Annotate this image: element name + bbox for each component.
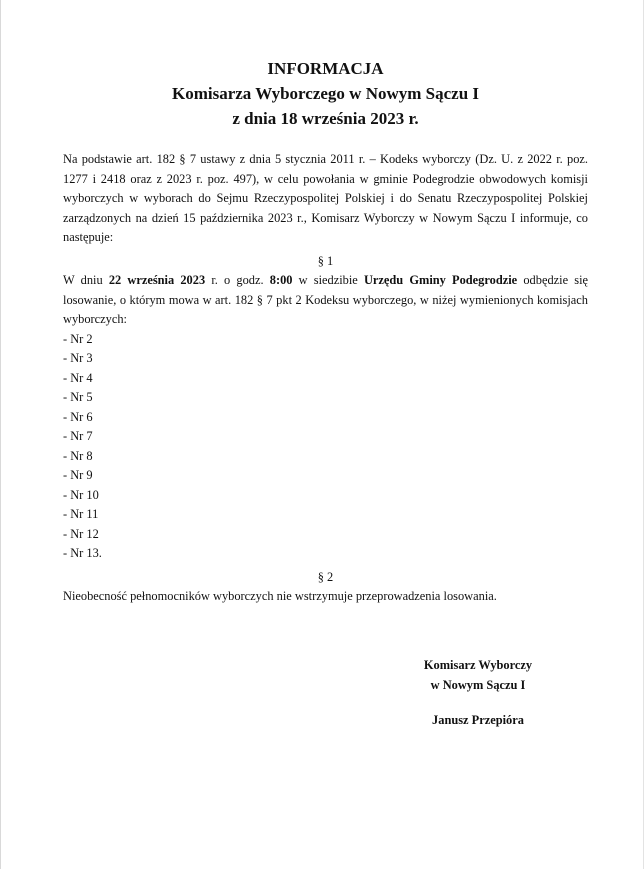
signature-title: Komisarz Wyborczy: [423, 658, 533, 672]
list-item: - Nr 2: [63, 331, 93, 346]
intro-paragraph: Na podstawie art. 182 § 7 ustawy z dnia 5 stycznia 2011 r. – Kodeks wyborczy (Dz. U. z 2022 r. poz. 1277 i 2418 oraz z 2023 r. poz. 497), w celu powołania w gminie Podegrodzie obwodowych komisji wyborczych w wyborach do Sejmu Rzeczypospolitej Polskiej i do Senatu Rzeczypospolitej Polskiej zarządzonych na dzień 15 października 2023 r., Komisarz Wyborczy w Nowym Sączu I informuje, co następuje:: [63, 152, 588, 244]
title-date: z dnia 18 września 2023 r.: [232, 109, 419, 128]
section-1-mark: § 1: [317, 253, 334, 268]
section-1-text-b: r. o godz.: [205, 273, 270, 287]
section-1-date: 22 września 2023: [108, 273, 206, 287]
document-content: [63, 56, 589, 727]
list-item: - Nr 11: [63, 507, 99, 521]
section-1-time: 8:00: [269, 273, 293, 287]
list-item: - Nr 3: [63, 351, 93, 365]
list-item: - Nr 13.: [63, 546, 102, 560]
document-title: [63, 56, 588, 131]
title-issuer: Komisarza Wyborczego w Nowym Sączu I: [171, 84, 480, 103]
list-item: - Nr 10: [63, 487, 99, 502]
section-1-text-d: odbędzie się losowanie, o którym mowa w art. 182 § 7 pkt 2 Kodeksu wyborczego, w niżej wymienionych komisjach wyborczych:: [63, 273, 589, 326]
list-item: - Nr 9: [63, 468, 93, 482]
section-1-text-a: W dniu: [63, 273, 109, 287]
commission-list: [63, 330, 588, 564]
list-item: - Nr 7: [63, 429, 93, 443]
signature-office: w Nowym Sączu I: [430, 677, 526, 692]
section-2-paragraph: Nieobecność pełnomocników wyborczych nie wstrzymuje przeprowadzenia losowania.: [63, 589, 497, 603]
signature-block: [393, 656, 563, 731]
list-item: - Nr 5: [63, 390, 93, 404]
section-1-paragraph: [63, 271, 588, 330]
list-item: - Nr 8: [63, 448, 93, 463]
section-2-mark: § 2: [317, 569, 334, 584]
title-heading: INFORMACJA: [267, 59, 384, 78]
list-item: - Nr 12: [63, 526, 99, 541]
list-item: - Nr 6: [63, 409, 93, 424]
section-1-place: Urzędu Gminy Podegrodzie: [363, 273, 518, 287]
list-item: - Nr 4: [63, 370, 93, 385]
section-1-text-c: w siedzibie: [292, 273, 364, 287]
signature-name: Janusz Przepióra: [432, 713, 524, 727]
